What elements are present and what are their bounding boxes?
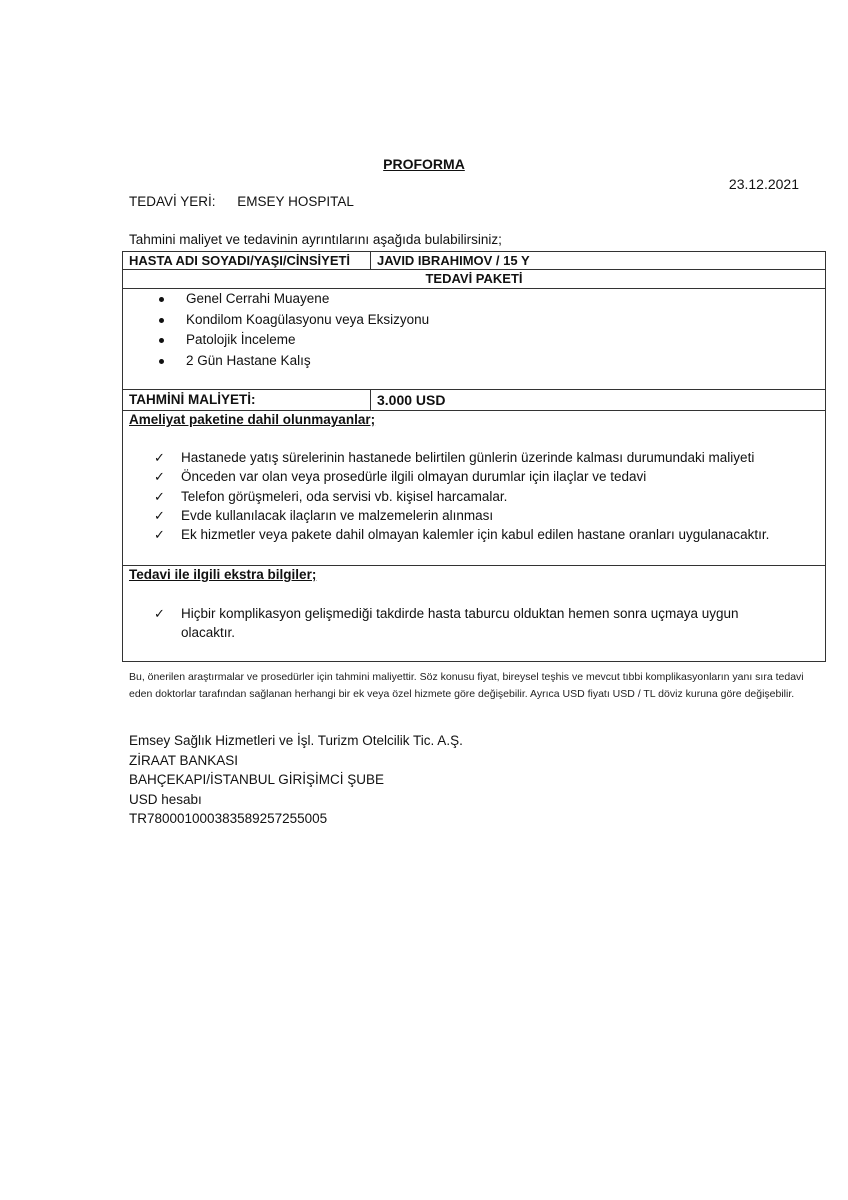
cost-value: 3.000 USD: [371, 390, 826, 411]
exclusions-row: [123, 411, 826, 566]
checkmark-icon: ✓: [154, 606, 165, 621]
document-title: PROFORMA: [383, 156, 465, 172]
list-item: ✓ Evde kullanılacak ilaçların ve malzemelerin alınması: [154, 506, 819, 525]
package-header: TEDAVİ PAKETİ: [123, 270, 826, 289]
list-item: 2 Gün Hastane Kalış: [159, 351, 819, 372]
bank-name: ZİRAAT BANKASI: [129, 752, 239, 768]
checkmark-icon: ✓: [154, 507, 165, 523]
list-item: ✓ Önceden var olan veya prosedürle ilgili olmayan durumlar için ilaçlar ve tedavi: [154, 467, 819, 486]
extra-info-title: Tedavi ile ilgili ekstra bilgiler;: [129, 567, 317, 582]
list-item: ✓ Hiçbir komplikasyon gelişmediği takdirde hasta taburcu olduktan hemen sonra uçmaya uygun olacaktır.: [154, 606, 739, 641]
proforma-table: [122, 251, 826, 662]
treatment-place-value: EMSEY HOSPITAL: [237, 194, 354, 209]
bank-details: [129, 731, 463, 829]
package-items-row: [123, 289, 826, 390]
package-list: [129, 289, 819, 371]
list-item: Patolojik İnceleme: [159, 330, 819, 351]
patient-row: [123, 252, 826, 270]
checkmark-icon: ✓: [154, 527, 165, 543]
bullet-icon: [159, 297, 164, 302]
bullet-icon: [159, 359, 164, 364]
exclusions-list: [129, 448, 819, 544]
treatment-place: [129, 194, 354, 209]
cost-label: TAHMİNİ MALİYETİ:: [123, 390, 371, 411]
iban: TR780001000383589257255005: [129, 811, 328, 826]
bullet-icon: [159, 318, 164, 323]
checkmark-icon: ✓: [154, 469, 165, 485]
list-item: Kondilom Koagülasyonu veya Eksizyonu: [159, 310, 819, 331]
extra-info-row: [123, 566, 826, 662]
list-item: ✓ Ek hizmetler veya pakete dahil olmayan kalemler için kabul edilen hastane oranları uygulanacaktır.: [154, 525, 819, 544]
package-header-row: [123, 270, 826, 289]
patient-label: HASTA ADI SOYADI/YAŞI/CİNSİYETİ: [123, 252, 371, 270]
cost-row: [123, 390, 826, 411]
patient-value: JAVID IBRAHIMOV / 15 Y: [371, 252, 826, 270]
extra-info-list: [129, 604, 819, 643]
treatment-place-label: TEDAVİ YERİ:: [129, 194, 216, 209]
checkmark-icon: ✓: [154, 488, 165, 504]
company-name: Emsey Sağlık Hizmetleri ve İşl. Turizm Otelcilik Tic. A.Ş.: [129, 733, 463, 748]
list-item: ✓ Hastanede yatış sürelerinin hastanede belirtilen günlerin üzerinde kalması durumundaki maliyeti: [154, 448, 819, 467]
bank-branch: BAHÇEKAPI/İSTANBUL GİRİŞİMCİ ŞUBE: [129, 772, 385, 787]
checkmark-icon: ✓: [154, 450, 165, 465]
disclaimer-text: Bu, önerilen araştırmalar ve prosedürler için tahmini maliyettir. Söz konusu fiyat, bireysel teşhis ve mevcut tıbbi komplikasyonların yanı sıra tedavi eden doktorlar tarafından sağlanan herhangi bir ek veya özel hizmete göre değişebilir. Ayrıca USD fiyatı USD / TL döviz kuruna göre değişebilir.: [129, 671, 804, 700]
document-date: 23.12.2021: [728, 176, 799, 192]
exclusions-title: Ameliyat paketine dahil olunmayanlar;: [129, 412, 376, 427]
bullet-icon: [159, 338, 164, 343]
intro-text: Tahmini maliyet ve tedavinin ayrıntılarını aşağıda bulabilirsiniz;: [129, 232, 502, 247]
list-item: ✓ Telefon görüşmeleri, oda servisi vb. kişisel harcamalar.: [154, 487, 819, 506]
account-type: USD hesabı: [129, 791, 202, 807]
list-item: Genel Cerrahi Muayene: [159, 289, 819, 310]
